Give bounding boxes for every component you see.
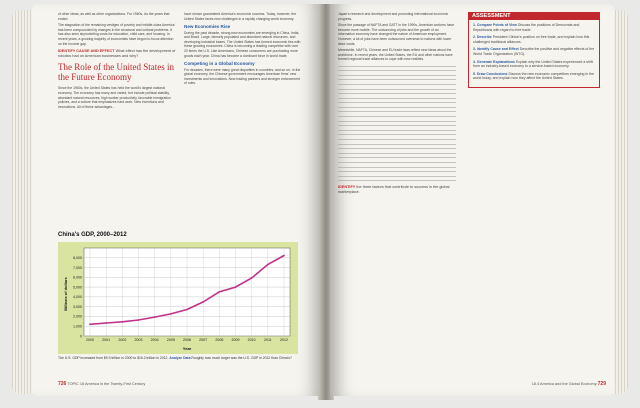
assessment-list <box>468 20 600 88</box>
assessment-item-text: Explain why the United States experienced a shift from an industry-based economy to a service-based economy. <box>473 59 593 69</box>
question-prompt <box>58 49 176 58</box>
y-tick-label: 8,000 <box>73 256 82 261</box>
assessment-title: ASSESSMENT <box>468 12 600 20</box>
assessment-item-label: Generate Explanations <box>476 59 515 64</box>
question-text: the three factors that contribute to success in the global marketplace. <box>338 184 450 194</box>
assessment-item-label: Draw Conclusions <box>476 71 508 76</box>
left-column-2 <box>184 12 302 88</box>
caption-source-label: Analyze Data <box>169 356 191 360</box>
assessment-item <box>473 72 595 81</box>
page-number: 726 <box>58 381 67 387</box>
x-tick-label: 2004 <box>150 338 159 342</box>
data-point <box>121 321 123 323</box>
footer-text: TOPIC 18 America in the Twenty-First Century <box>67 382 146 386</box>
x-tick-label: 2003 <box>134 338 143 342</box>
page-edges-left <box>12 10 34 394</box>
x-tick-label: 2000 <box>86 338 94 342</box>
text-lines <box>338 66 456 182</box>
data-point <box>170 313 172 315</box>
gdp-chart <box>58 242 298 354</box>
paragraph: have shown guaranteed America's economic success. Today, however, the United States faces new challenges in a rapidly changing world economy. <box>184 12 297 21</box>
data-point <box>235 286 237 288</box>
data-point <box>218 291 220 293</box>
data-point <box>186 309 188 311</box>
right-page <box>330 4 614 396</box>
x-tick-label: 2001 <box>102 338 111 342</box>
data-point <box>283 255 285 257</box>
left-page <box>32 4 322 396</box>
assessment-item <box>473 23 595 32</box>
y-tick-label: 7,000 <box>73 265 82 270</box>
y-tick-label: 1,000 <box>73 324 82 329</box>
assessment-item-number: 4. <box>473 59 477 64</box>
assessment-item-label: Identify Cause and Effect <box>476 47 519 52</box>
assessment-item-number: 1. <box>473 23 477 27</box>
left-footer <box>58 381 145 387</box>
y-tick-label: 6,000 <box>73 275 82 280</box>
open-textbook <box>12 4 630 402</box>
data-point <box>89 323 91 325</box>
x-tick-label: 2011 <box>263 338 272 342</box>
x-ticks <box>86 338 288 342</box>
paragraph: Since the passage of NAFTA and GATT in the 1990s, American workers have become more mobile. The outsourcing of jobs and the growth of an information economy have changed the nature of American employment. However, a lot of jobs have been outsourced overseas to nations with lower labor costs. <box>338 23 455 46</box>
assessment-item-label: Compare Points of View <box>476 23 517 27</box>
x-tick-label: 2007 <box>199 338 208 342</box>
data-point <box>154 316 156 318</box>
paragraph: The stagnation of the remaining vestiges of poverty and middle-class America has been compounded by changes in the structural and cultural problems. It has also seen skyrocketing costs for education, child care, and housing. In recent years, a growing majority of economists have begun to focus attention on the income gap. <box>58 23 175 46</box>
data-point <box>138 319 140 321</box>
y-ticks <box>73 256 82 338</box>
right-column-1 <box>338 12 456 197</box>
right-footer <box>532 381 606 387</box>
x-tick-label: 2012 <box>280 338 288 342</box>
data-point <box>105 322 107 324</box>
paragraph: For decades, there were many great disparities in countries, and so on. In the global economy, the Chinese government encourages American firms' new investments and innovations. New trading partners and stronger enforcement of rules. <box>184 67 301 86</box>
assessment-item-text: Discuss the new economic competitors emerging in the world today, and explain how they affect the United States. <box>473 71 595 81</box>
caption-text: The U.S. GDP increased from $9.9 trillion in 2000 to $16.2 trillion in 2012. <box>58 356 169 360</box>
left-column-1 <box>58 12 176 111</box>
page-number: 729 <box>597 381 606 387</box>
assessment-item-text: Discuss the positions of Democrats and Republicans with regard to free trade. <box>473 23 580 32</box>
paragraph: of other ideas, as well as other organizations. For 1960s, As the years that ended. <box>58 12 170 21</box>
y-tick-label: 3,000 <box>73 304 82 309</box>
chart-title: China's GDP, 2000–2012 <box>58 232 127 238</box>
x-tick-label: 2005 <box>166 338 175 342</box>
x-tick-label: 2010 <box>247 338 256 342</box>
assessment-item <box>473 60 595 69</box>
assessment-item <box>473 35 595 44</box>
section-title: The Role of the United States in the Future Economy <box>58 62 174 83</box>
question-text: What effect has the development of robotics had on American businesses and why? <box>58 49 176 58</box>
assessment-box <box>468 12 600 88</box>
question-label: IDENTIFY <box>338 184 356 189</box>
assessment-item-text: President Clinton's position on free trade, and explain how this challenged traditional alliances. <box>473 35 590 44</box>
x-tick-label: 2006 <box>183 338 191 342</box>
paragraph: Japan's research and development and promoting international economic progress. <box>338 12 449 21</box>
question-label: IDENTIFY CAUSE AND EFFECT <box>58 49 115 54</box>
assessment-item-number: 5. <box>473 71 477 76</box>
paragraph: Since the 1960s, the United States has held the world's largest national economy. The economy has many and varied, but include political stability, abundant natural resources, high worker productivity, favorable immigration policies, and a culture that emphasizes hard work. New inventions and innovations. All of these advantages... <box>58 86 171 109</box>
y-tick-label: 4,000 <box>73 295 82 300</box>
y-tick-label: 5,000 <box>73 285 82 290</box>
data-point <box>267 264 269 266</box>
assessment-item-number: 3. <box>473 47 477 52</box>
data-point <box>251 277 253 279</box>
x-axis-label: Year <box>182 346 192 351</box>
y-axis-label: Billions of dollars <box>63 277 68 311</box>
x-tick-label: 2008 <box>215 338 224 342</box>
footer-text: 18.4 America and the Global Economy <box>531 382 597 386</box>
assessment-item <box>473 47 595 56</box>
paragraph: Meanwhile, NAFTA, Chinese and EU trade laws reflect new ideas about the workforce. In recent years, the United States, the EU and other nations have formed regional trade alliances to cope with new realities. <box>338 48 453 62</box>
chart-caption <box>58 356 298 360</box>
y-tick-label: 0 <box>80 334 82 339</box>
assessment-item-number: 2. <box>473 35 477 40</box>
caption-source-text: Roughly how much larger was the U.S. GDP in 2012 than China's? <box>191 356 292 360</box>
data-point <box>202 301 204 303</box>
assessment-item-text: Describe the positive and negative effects of the World Trade Organization (WTO). <box>473 47 595 56</box>
y-tick-label: 2,000 <box>73 314 82 319</box>
x-tick-label: 2002 <box>118 338 127 342</box>
chart-svg <box>58 242 298 354</box>
subheading: Competing in a Global Economy <box>184 61 255 67</box>
paragraph: During the past decade, strong new economies are emerging in China, India, and Brazil. Large, densely populated and abundant natural resources, and developing industrial bases. The United States has formed economic ties with these growing economies. China is becoming a leading competitor with over 20 times the U.S. Like Americans, Chinese consumers are purchasing more goods each year. China has become a dominant force in world trade. <box>184 30 301 58</box>
question-prompt <box>338 185 456 194</box>
x-tick-label: 2009 <box>231 338 240 342</box>
assessment-item-label: Describe <box>476 35 492 40</box>
subheading: New Economies Rise <box>184 24 231 30</box>
